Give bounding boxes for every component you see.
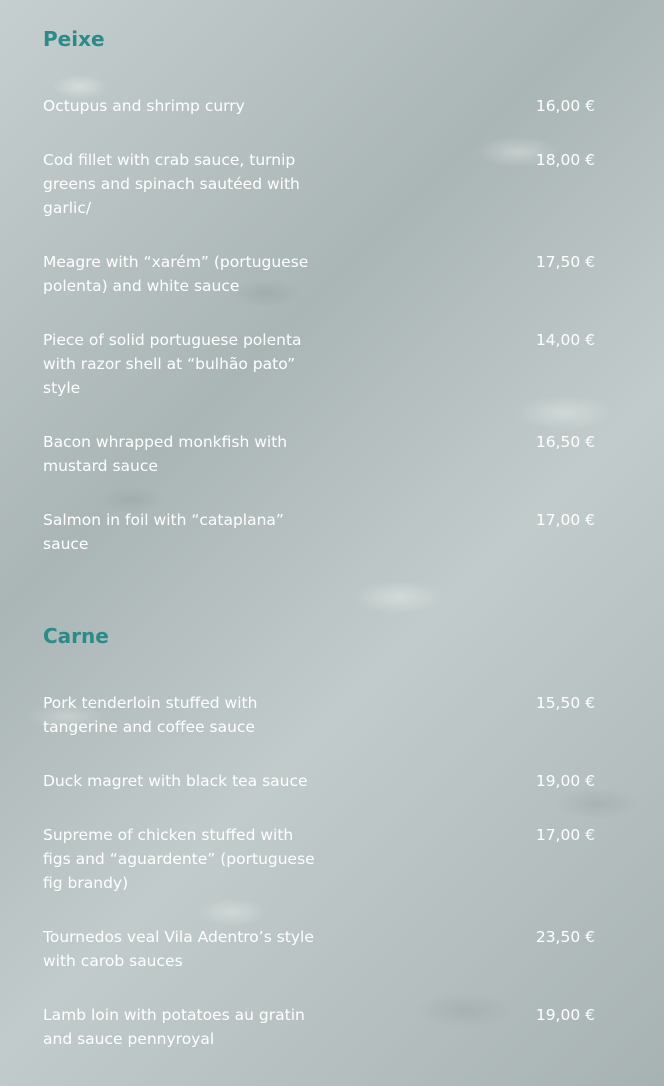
item-name: Supreme of chicken stuffed with figs and “aguardente” (portuguese fig brandy) (43, 826, 315, 892)
menu-item (43, 430, 595, 478)
menu-item (43, 1003, 595, 1051)
item-name: Bacon whrapped monkfish with mustard sauce (43, 433, 288, 475)
item-price: 17,00 € (535, 826, 595, 844)
menu-item (43, 769, 595, 793)
item-name: Tournedos veal Vila Adentro’s style with carob sauces (43, 928, 314, 970)
menu (43, 0, 595, 1051)
item-price: 18,00 € (535, 151, 595, 169)
item-price: 17,50 € (535, 253, 595, 271)
item-name: Piece of solid portuguese polenta with razor shell at “bulhão pato” style (43, 331, 302, 397)
menu-item (43, 94, 595, 118)
item-price: 16,00 € (535, 97, 595, 115)
item-price: 15,50 € (535, 694, 595, 712)
menu-list (43, 94, 595, 556)
item-price: 14,00 € (535, 331, 595, 349)
menu-item (43, 148, 595, 220)
item-price: 17,00 € (535, 511, 595, 529)
menu-item (43, 691, 595, 739)
item-price: 16,50 € (535, 433, 595, 451)
item-name: Pork tenderloin stuffed with tangerine and coffee sauce (43, 694, 258, 736)
menu-item (43, 925, 595, 973)
section-carne (43, 623, 595, 1051)
menu-item (43, 328, 595, 400)
item-price: 19,00 € (535, 1006, 595, 1024)
item-price: 19,00 € (535, 772, 595, 790)
menu-item (43, 250, 595, 298)
section-title: Carne (43, 624, 109, 648)
item-name: Duck magret with black tea sauce (43, 772, 308, 790)
item-name: Lamb loin with potatoes au gratin and sauce pennyroyal (43, 1006, 305, 1048)
menu-item (43, 823, 595, 895)
item-name: Octupus and shrimp curry (43, 97, 245, 115)
menu-list (43, 691, 595, 1051)
item-name: Meagre with “xarém” (portuguese polenta) and white sauce (43, 253, 309, 295)
section-title: Peixe (43, 27, 105, 51)
menu-item (43, 508, 595, 556)
item-name: Salmon in foil with “cataplana” sauce (43, 511, 284, 553)
item-price: 23,50 € (535, 928, 595, 946)
section-peixe (43, 26, 595, 556)
item-name: Cod fillet with crab sauce, turnip greens and spinach sautéed with garlic/ (43, 151, 300, 217)
